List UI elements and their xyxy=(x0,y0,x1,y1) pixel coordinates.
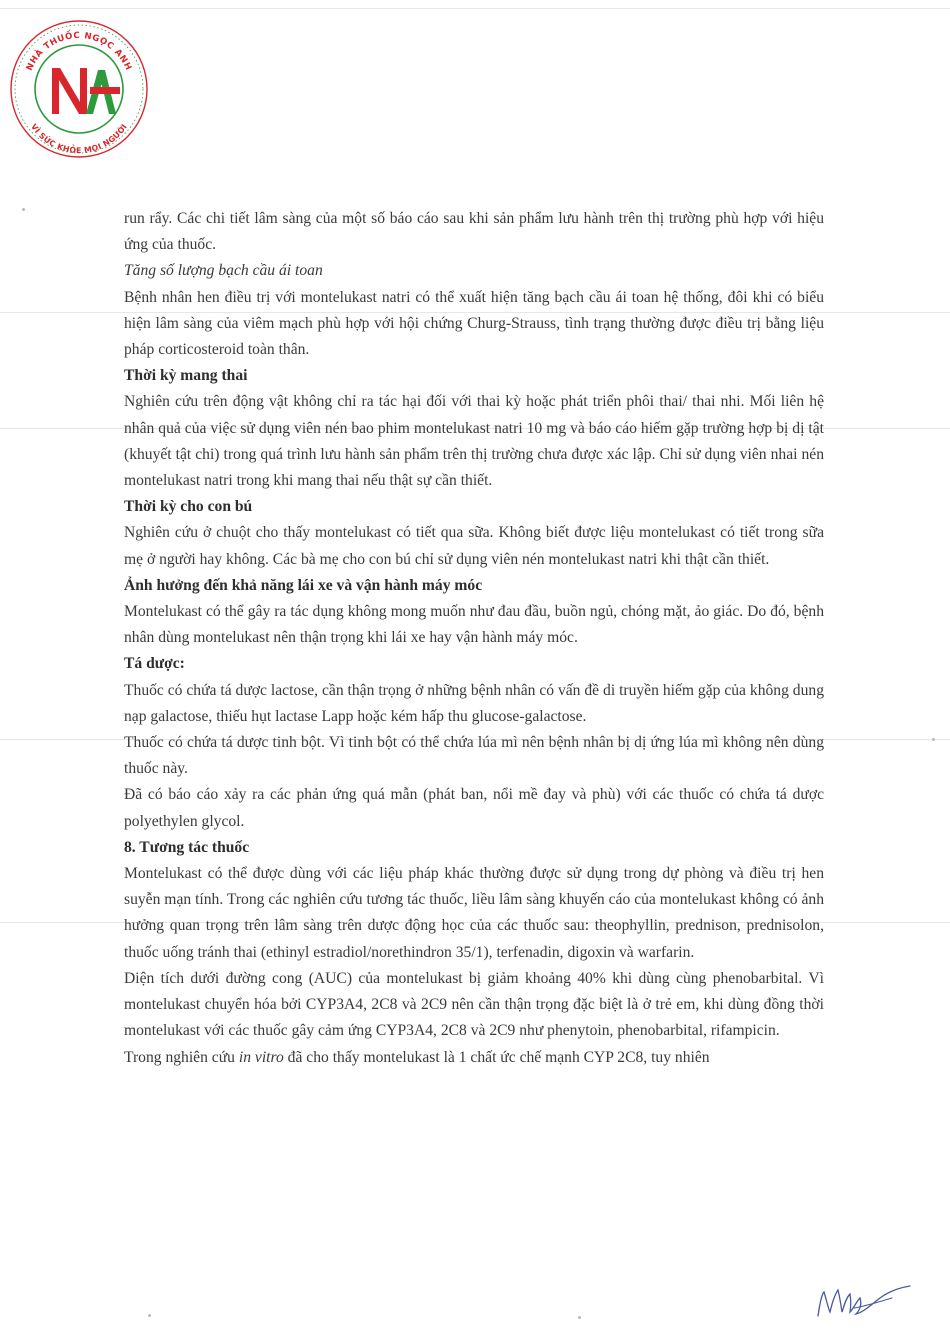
pharmacy-logo-icon xyxy=(8,18,150,160)
paragraph: Thuốc có chứa tá dược lactose, cần thận trọng ở những bệnh nhân có vấn đề di truyền hiếm gặp của không dung nạp galactose, thiếu hụt lactase Lapp hoặc kém hấp thu glucose-galactose. xyxy=(124,681,824,725)
paragraph: Diện tích dưới đường cong (AUC) của montelukast bị giảm khoảng 40% khi dùng cùng phenobarbital. Vì montelukast chuyển hóa bởi CYP3A4, 2C8 và 2C9 nên cần thận trọng đặc biệt là ở trẻ em, khi dùng đồng thời montelukast với các thuốc gây cảm ứng CYP3A4, 2C8 và 2C9 như phenytoin, phenobarbital, rifampicin. xyxy=(124,969,824,1040)
section-heading-interactions: 8. Tương tác thuốc xyxy=(124,838,250,856)
signature xyxy=(810,1268,920,1328)
paragraph: run rẩy. Các chi tiết lâm sàng của một số báo cáo sau khi sản phẩm lưu hành trên thị trường phù hợp với hiệu ứng của thuốc. xyxy=(124,210,824,254)
italic-term: in vitro xyxy=(238,1048,284,1066)
scan-speck xyxy=(578,1316,581,1319)
paragraph: Nghiên cứu ở chuột cho thấy montelukast có tiết qua sữa. Không biết được liệu montelukast có tiết trong sữa mẹ ở người hay không. Các bà mẹ cho con bú chỉ sử dụng viên nén montelukast natri khi thật cần thiết. xyxy=(124,524,824,568)
paragraph: Nghiên cứu trên động vật không chỉ ra tác hại đối với thai kỳ hoặc phát triển phôi thai/ thai nhi. Mối liên hệ nhân quả của việc sử dụng viên nén bao phim montelukast natri 10 mg và báo cáo hiếm gặp trường hợp bị dị tật (khuyết tật chi) trong quá trình lưu hành sản phẩm trên thị trường chưa được xác lập. Chỉ sử dụng viên nhai nén montelukast natri trong khi mang thai nếu thật sự cần thiết. xyxy=(124,393,824,490)
paragraph-last: Trong nghiên cứu in vitro đã cho thấy montelukast là 1 chất ức chế mạnh CYP 2C8, tuy nhiên xyxy=(124,1048,710,1066)
paragraph: Đã có báo cáo xảy ra các phản ứng quá mẫn (phát ban, nổi mề đay và phù) với các thuốc có chứa tá dược polyethylen glycol. xyxy=(124,786,824,830)
pharmacy-logo xyxy=(8,18,150,160)
document-body xyxy=(124,206,824,1071)
handwritten-signature-icon xyxy=(810,1268,920,1328)
svg-text:NHÀ THUỐC NGỌC ANH: NHÀ THUỐC NGỌC ANH xyxy=(24,30,134,73)
scan-line xyxy=(0,8,950,9)
paragraph: Montelukast có thể được dùng với các liệu pháp khác thường được sử dụng trong dự phòng và điều trị hen suyễn mạn tính. Trong các nghiên cứu tương tác thuốc, liều lâm sàng khuyến cáo của montelukast không có ảnh hưởng quan trọng trên lâm sàng trên dược động học của các thuốc sau: theophyllin, prednison, prednisolon, thuốc uống tránh thai (ethinyl estradiol/norethindron 35/1), terfenadin, digoxin và warfarin. xyxy=(124,865,824,961)
section-heading-excipients: Tá dược: xyxy=(124,655,185,673)
scan-speck xyxy=(932,738,935,741)
section-heading-driving: Ảnh hưởng đến khả năng lái xe và vận hành máy móc xyxy=(124,576,483,594)
paragraph: Montelukast có thể gây ra tác dụng không mong muốn như đau đầu, buồn ngủ, chóng mặt, ảo giác. Do đó, bệnh nhân dùng montelukast nên thận trọng khi lái xe hay vận hành máy móc. xyxy=(124,603,824,647)
section-heading-pregnancy: Thời kỳ mang thai xyxy=(124,367,248,385)
svg-text:VÌ SỨC KHỎE MỌI NGƯỜI: VÌ SỨC KHỎE MỌI NGƯỜI xyxy=(29,122,129,156)
paragraph: Thuốc có chứa tá dược tinh bột. Vì tinh bột có thể chứa lúa mì nên bệnh nhân bị dị ứng lúa mì không nên dùng thuốc này. xyxy=(124,734,824,778)
scan-speck xyxy=(22,208,25,211)
scan-speck xyxy=(148,1314,151,1317)
subsection-heading-eosinophilia: Tăng số lượng bạch cầu ái toan xyxy=(124,262,323,280)
section-heading-lactation: Thời kỳ cho con bú xyxy=(124,498,253,516)
paragraph: Bệnh nhân hen điều trị với montelukast natri có thể xuất hiện tăng bạch cầu ái toan hệ thống, đôi khi có biểu hiện lâm sàng của viêm mạch phù hợp với hội chứng Churg-Strauss, tình trạng thường được điều trị bằng liệu pháp corticosteroid toàn thân. xyxy=(124,288,824,359)
